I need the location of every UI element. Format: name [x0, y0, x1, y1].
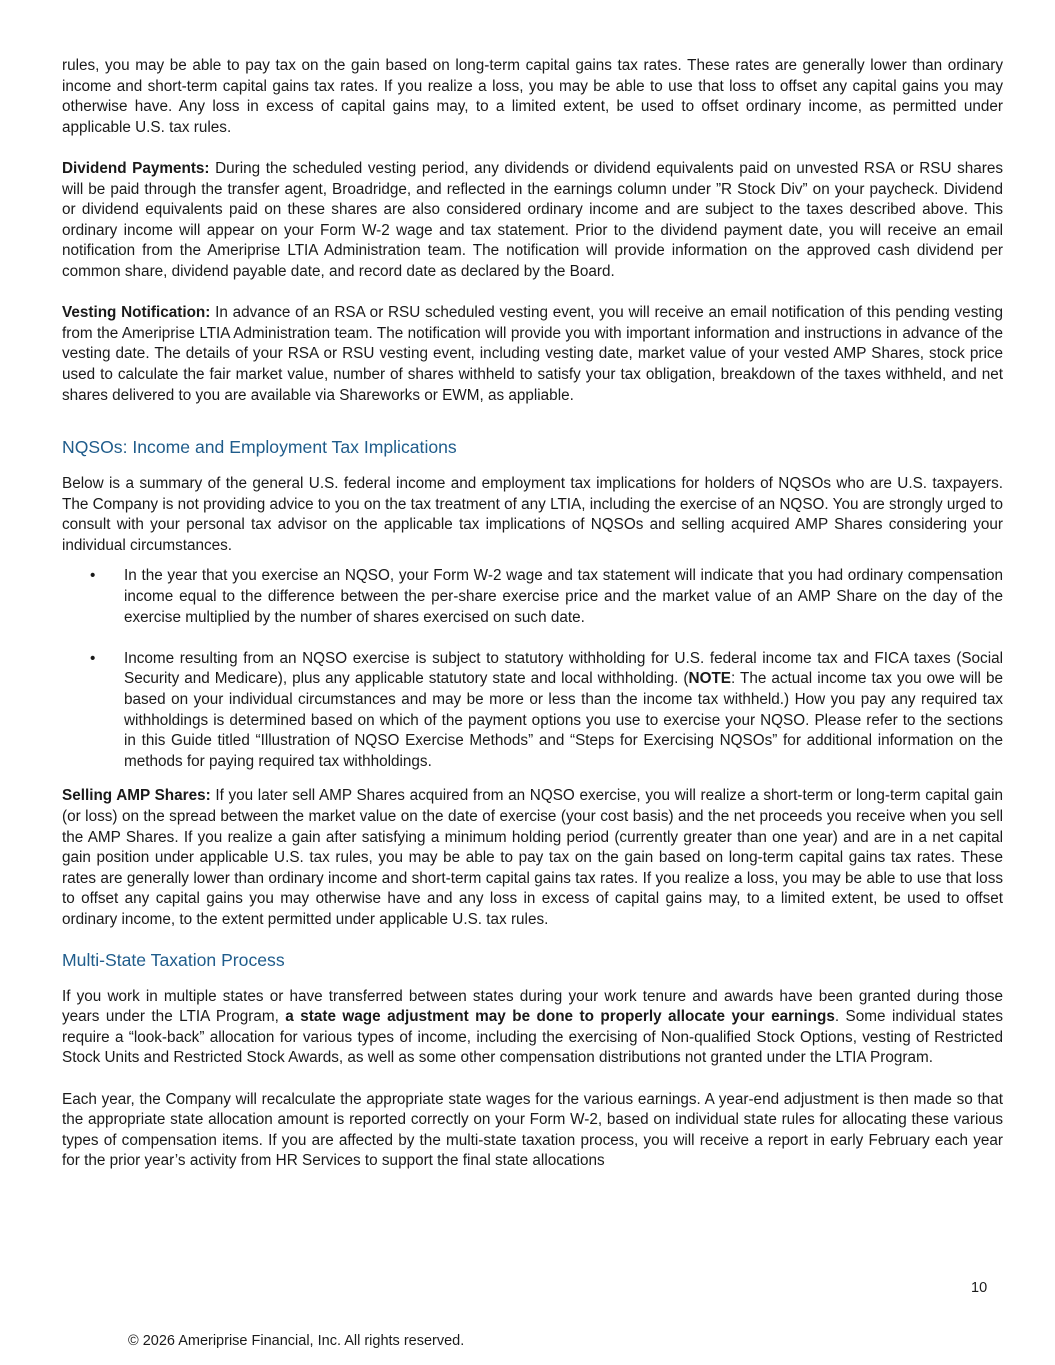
nqso-bullet-2-text-b: : The actual income tax you owe will be based on your individual circumstances and may be more or less than the income tax withheld.) How you pay any required tax withholdings is determined based on which of the payment options you use to exercise your NQSO. Please refer to the sections in this Guide titled “Illustration of NQSO Exercise Methods” and “Steps for Exercising NQSOs” for additional information on the methods for paying required tax withholdings.: [124, 670, 1003, 770]
nqso-intro-paragraph: Below is a summary of the general U.S. federal income and employment tax implications for holders of NQSOs who are U.S. taxpayers. The Company is not providing advice to you on the tax treatment of any LTIA, including the exercise of an NQSO. You are strongly urged to consult with your personal tax advisor on the applicable tax implications of NQSOs and selling acquired AMP Shares considering your individual circumstances.: [62, 475, 1004, 554]
nqso-bullet-2-text-a: Income resulting from an NQSO exercise is subject to statutory withholding for U.S. federal income tax and FICA taxes (Social Security and Medicare), plus any applicable statutory state and local withholding. (: [124, 649, 1003, 688]
vesting-notification-label: Vesting Notification:: [62, 304, 211, 322]
multistate-p1-text-b: . Some individual states require a “look-back” allocation for various types of income, including the exercising of Non-qualified Stock Options, vesting of Restricted Stock Units and Restricted Stock Awards, as well as some other compensation distributions not granted under the LTIA Program.: [62, 1008, 1003, 1067]
list-item: [62, 649, 1003, 773]
multistate-p1-bold: a state wage adjustment may be done to properly allocate your earnings: [285, 1008, 835, 1026]
dividend-payments-paragraph: [62, 159, 1003, 283]
multistate-paragraph-2: Each year, the Company will recalculate the appropriate state wages for the various earnings. A year-end adjustment is then made so that the appropriate state allocation amount is reported correctly on your Form W-2, based on individual state rules for allocating these various types of compensation items. If you are affected by the multi-state taxation process, you will receive a report in early February each year for the prior year’s activity from HR Services to support the final state allocations: [62, 1090, 1003, 1170]
page-number: 10: [971, 1280, 988, 1296]
nqso-section-heading: NQSOs: Income and Employment Tax Implications: [62, 437, 457, 458]
list-item: [62, 566, 1003, 628]
multistate-paragraph-1: [62, 987, 1003, 1069]
selling-amp-shares-label: Selling AMP Shares:: [62, 787, 211, 805]
intro-paragraph: rules, you may be able to pay tax on the gain based on long-term capital gains tax rates. These rates are generally lower than ordinary income and short-term capital gains tax rates. If you realize a loss, you may be able to use that loss to offset any capital gains you may otherwise have. Any loss in excess of capital gains may, to a limited extent, be used to offset ordinary income, as permitted under applicable U.S. tax rules.: [62, 57, 1003, 136]
vesting-notification-paragraph: [62, 303, 1003, 406]
multistate-section-heading: Multi-State Taxation Process: [62, 949, 285, 970]
copyright-footer: © 2026 Ameriprise Financial, Inc. All rights reserved.: [128, 1333, 465, 1349]
multistate-p1-text-a: If you work in multiple states or have transferred between states during your work tenure and awards have been granted during those years under the LTIA Program,: [62, 987, 1003, 1026]
dividend-payments-text: During the scheduled vesting period, any dividends or dividend equivalents paid on unvested RSA or RSU shares will be paid through the transfer agent, Broadridge, and reflected in the earnings column under ”R Stock Div” on your paycheck. Dividend or dividend equivalents paid on these shares are also considered ordinary income and are subject to the taxes described above. This ordinary income will appear on your Form W-2 wage and tax statement. Prior to the dividend payment date, you will receive an email notification from the Ameriprise LTIA Administration team. The notification will provide information on the approved cash dividend per common share, dividend payable date, and record date as declared by the Board.: [62, 159, 1004, 280]
bullet-icon: •: [90, 649, 96, 667]
selling-amp-shares-paragraph: [62, 786, 1003, 930]
dividend-payments-label: Dividend Payments:: [62, 159, 210, 177]
nqso-bullet-list: [62, 566, 1003, 772]
nqso-bullet-1-text: In the year that you exercise an NQSO, your Form W-2 wage and tax statement will indicate that you had ordinary compensation income equal to the difference between the per-share exercise price and the market value of an AMP Share on the day of the exercise multiplied by the number of shares exercised on such date.: [124, 567, 1003, 626]
note-label: NOTE: [688, 670, 732, 688]
vesting-notification-text: In advance of an RSA or RSU scheduled vesting event, you will receive an email notification of this pending vesting from the Ameriprise LTIA Administration team. The notification will provide you with important information and instructions in advance of the vesting date. The details of your RSA or RSU vesting event, including vesting date, market value of your vested AMP Shares, stock price used to calculate the fair market value, number of shares withheld to satisfy your tax obligation, breakdown of the taxes withheld, and net shares delivered to you are available via Shareworks or EWM, as appliable.: [62, 304, 1004, 404]
document-body: [62, 56, 1003, 1172]
selling-amp-shares-text: If you later sell AMP Shares acquired from an NQSO exercise, you will realize a short-term or long-term capital gain (or loss) on the spread between the market value on the date of exercise (your cost basis) and the net proceeds you receive when you sell the AMP Shares. If you realize a gain after satisfying a minimum holding period (currently greater than one year) and are in a net capital gain position under applicable U.S. tax rules, you may be able to pay tax on the gain based on long-term capital gains tax rates. These rates are generally lower than ordinary income and short-term capital gains tax rates. If you realize a loss, you may be able to use that loss to offset any capital gains you may otherwise have and any loss in excess of capital gains may, to a limited extent, be used to offset ordinary income, to the extent permitted under applicable U.S. tax rules.: [62, 787, 1003, 928]
bullet-icon: •: [90, 567, 96, 585]
